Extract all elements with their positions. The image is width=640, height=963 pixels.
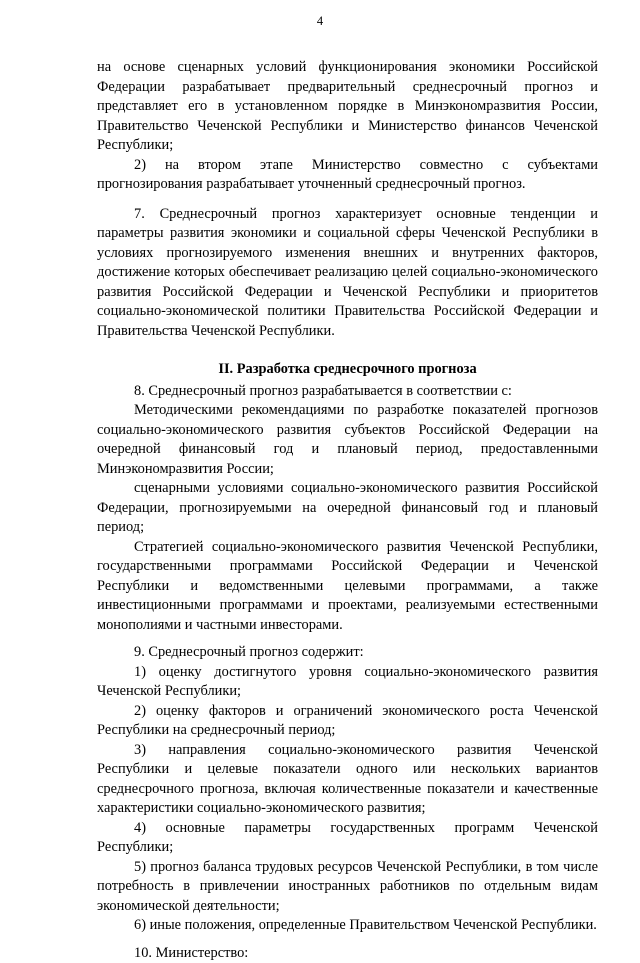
paragraph-9-item-3: 3) направления социально-экономического развития Чеченской Республики и целевые показатели одного или нескольких вариантов среднесрочного прогноза, включая количественные показатели и качественные характеристики социально-экономического развития; (97, 741, 598, 819)
section-heading: II. Разработка среднесрочного прогноза (97, 360, 598, 380)
paragraph-8-scenario: сценарными условиями социально-экономического развития Российской Федерации, прогнозируемыми на очередной финансовый год и плановый период; (97, 479, 598, 538)
paragraph-9-item-4: 4) основные параметры государственных программ Чеченской Республики; (97, 819, 598, 858)
paragraph-7: 7. Среднесрочный прогноз характеризует основные тенденции и параметры развития экономики и социальной сферы Чеченской Республики в условиях прогнозируемого изменения внешних и внутренних факторов, достижение которых обеспечивает реализацию целей социально-экономического развития Российской Федерации и Чеченской Республики и приоритетов социально-экономической политики Правительства Российской Федерации и Правительства Чеченской Республики. (97, 205, 598, 342)
page-number: 4 (0, 14, 640, 29)
paragraph-9-item-2: 2) оценку факторов и ограничений экономического роста Чеченской Республики на среднесрочный период; (97, 702, 598, 741)
paragraph-8: 8. Среднесрочный прогноз разрабатывается в соответствии с: (97, 382, 598, 402)
paragraph-stage-2: 2) на втором этапе Министерство совместно с субъектами прогнозирования разрабатывает уточненный среднесрочный прогноз. (97, 156, 598, 195)
paragraph-9-item-5: 5) прогноз баланса трудовых ресурсов Чеченской Республики, в том числе потребность в привлечении иностранных работников по отдельным видам экономической деятельности; (97, 858, 598, 917)
document-body (97, 58, 598, 963)
paragraph-9: 9. Среднесрочный прогноз содержит: (97, 643, 598, 663)
paragraph-8-strategy: Стратегией социально-экономического развития Чеченской Республики, государственными программами Российской Федерации и Чеченской Республики и ведомственными целевыми программами, а также инвестиционными программами и проектами, реализуемыми естественными монополиями и частными инвесторами. (97, 538, 598, 636)
paragraph-continuation: на основе сценарных условий функционирования экономики Российской Федерации разрабатывает предварительный среднесрочный прогноз и представляет его в установленном порядке в Минэкономразвития России, Правительство Чеченской Республики и Министерство финансов Чеченской Республики; (97, 58, 598, 156)
paragraph-9-item-1: 1) оценку достигнутого уровня социально-экономического развития Чеченской Республики; (97, 663, 598, 702)
paragraph-9-item-6: 6) иные положения, определенные Правительством Чеченской Республики. (97, 916, 598, 936)
paragraph-10: 10. Министерство: (97, 944, 598, 963)
paragraph-8-methodical: Методическими рекомендациями по разработке показателей прогнозов социально-экономического развития субъектов Российской Федерации на очередной финансовый год и плановый период, предоставленными Минэкономразвития России; (97, 401, 598, 479)
